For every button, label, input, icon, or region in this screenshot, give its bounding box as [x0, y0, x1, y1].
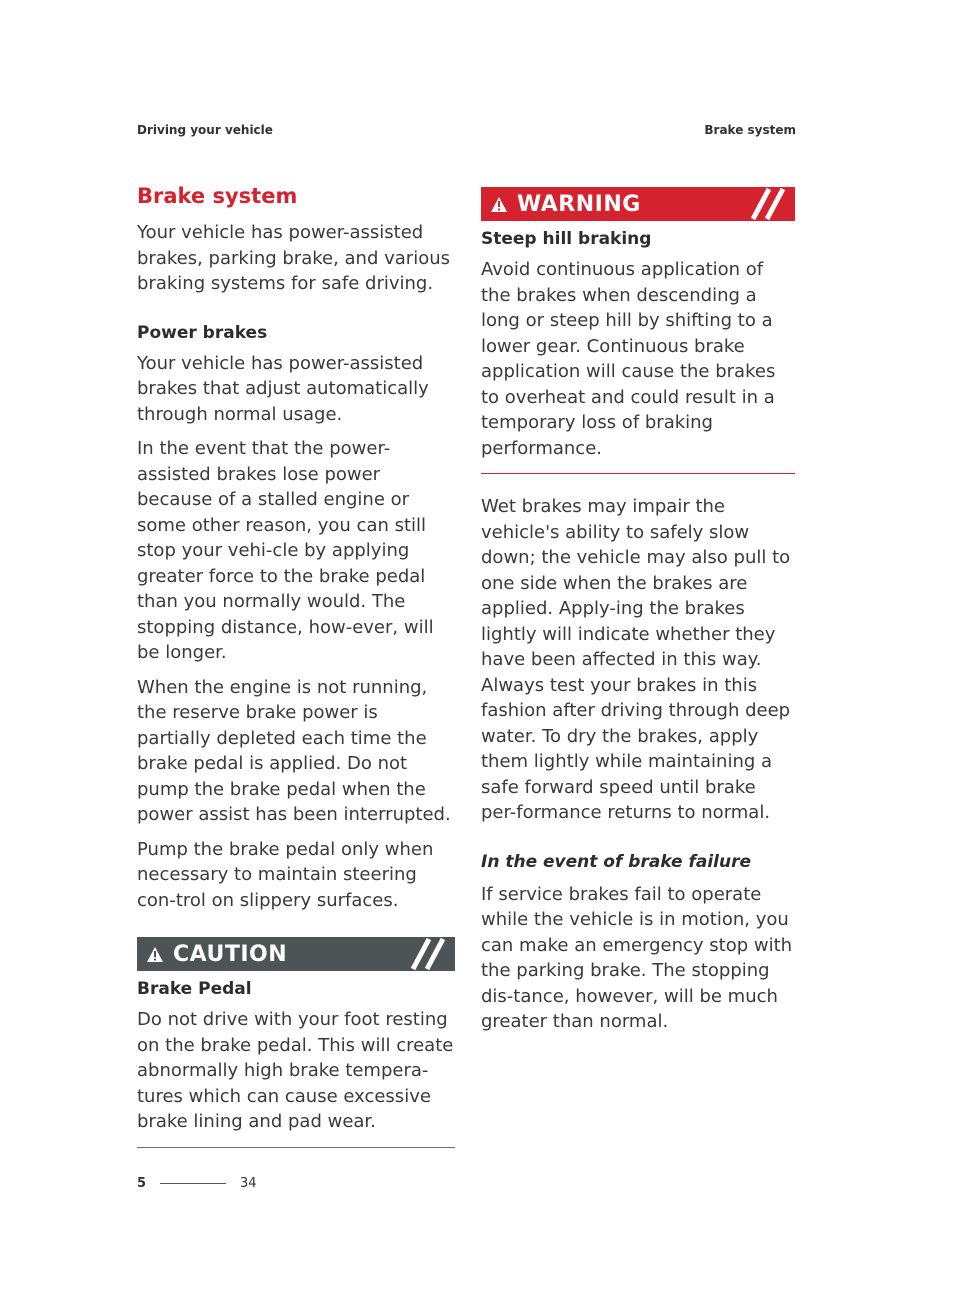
- warning-banner: [481, 187, 795, 221]
- running-header-left: Driving your vehicle: [137, 123, 273, 137]
- paragraph-power-2: In the event that the power-assisted brakes lose power because of a stalled engine or some other reason, you can still stop your vehi-cle by applying greater force to the brake pedal than you normally would. The stopping distance, how-ever, will be longer.: [137, 438, 434, 663]
- footer-page-number: 34: [240, 1176, 257, 1191]
- caution-label: CAUTION: [173, 941, 288, 967]
- caution-banner: [137, 937, 455, 971]
- warning-label: WARNING: [517, 191, 641, 217]
- slash-stripes-icon: [407, 937, 455, 971]
- power-brakes-heading: Power brakes: [137, 322, 268, 343]
- running-header-right: Brake system: [704, 123, 796, 137]
- warning-heading: Steep hill braking: [481, 229, 652, 249]
- brake-failure-text: If service brakes fail to operate while the vehicle is in motion, you can make an emergency stop with the parking brake. The stopping dis-tance, however, will be much greater than normal.: [481, 883, 793, 1032]
- right-column: [481, 187, 795, 1044]
- caution-triangle-icon: [147, 947, 163, 962]
- brake-failure-heading: In the event of brake failure: [481, 851, 752, 872]
- paragraph-power-3: When the engine is not running, the reserve brake power is partially depleted each time the brake pedal is applied. Do not pump the brake pedal when the power assist has been interrupted.: [137, 676, 451, 825]
- warning-triangle-icon: [491, 197, 507, 212]
- intro-paragraph: Your vehicle has power-assisted brakes, parking brake, and various braking systems for safe driving.: [137, 222, 450, 294]
- warning-divider: [481, 473, 795, 474]
- caution-heading: Brake Pedal: [137, 979, 252, 999]
- warning-text: Avoid continuous application of the brakes when descending a long or steep hill by shifting to a lower gear. Continuous brake application will cause the brakes to overheat and could result in a temporary loss of braking performance.: [481, 259, 776, 459]
- section-title: Brake system: [137, 184, 298, 208]
- paragraph-power-1: Your vehicle has power-assisted brakes that adjust automatically through normal usage.: [137, 352, 429, 425]
- footer-section-number: 5: [137, 1176, 147, 1191]
- caution-text: Do not drive with your foot resting on the brake pedal. This will create abnormally high brake tempera-tures which can cause excessive brake lining and pad wear.: [137, 1009, 454, 1132]
- left-column: [137, 184, 455, 1168]
- paragraph-power-4: Pump the brake pedal only when necessary to maintain steering con-trol on slippery surfaces.: [137, 838, 434, 911]
- slash-stripes-icon: [747, 187, 795, 221]
- wet-brakes-paragraph: Wet brakes may impair the vehicle's ability to safely slow down; the vehicle may also pull to one side when the brakes are applied. Apply-ing the brakes lightly will indicate whether they have been affected in this way. Always test your brakes in this fashion after driving through deep water. To dry the brakes, apply them lightly while maintaining a safe forward speed until brake per-formance returns to normal.: [481, 496, 791, 823]
- footer-divider: [160, 1183, 226, 1184]
- caution-divider: [137, 1147, 455, 1148]
